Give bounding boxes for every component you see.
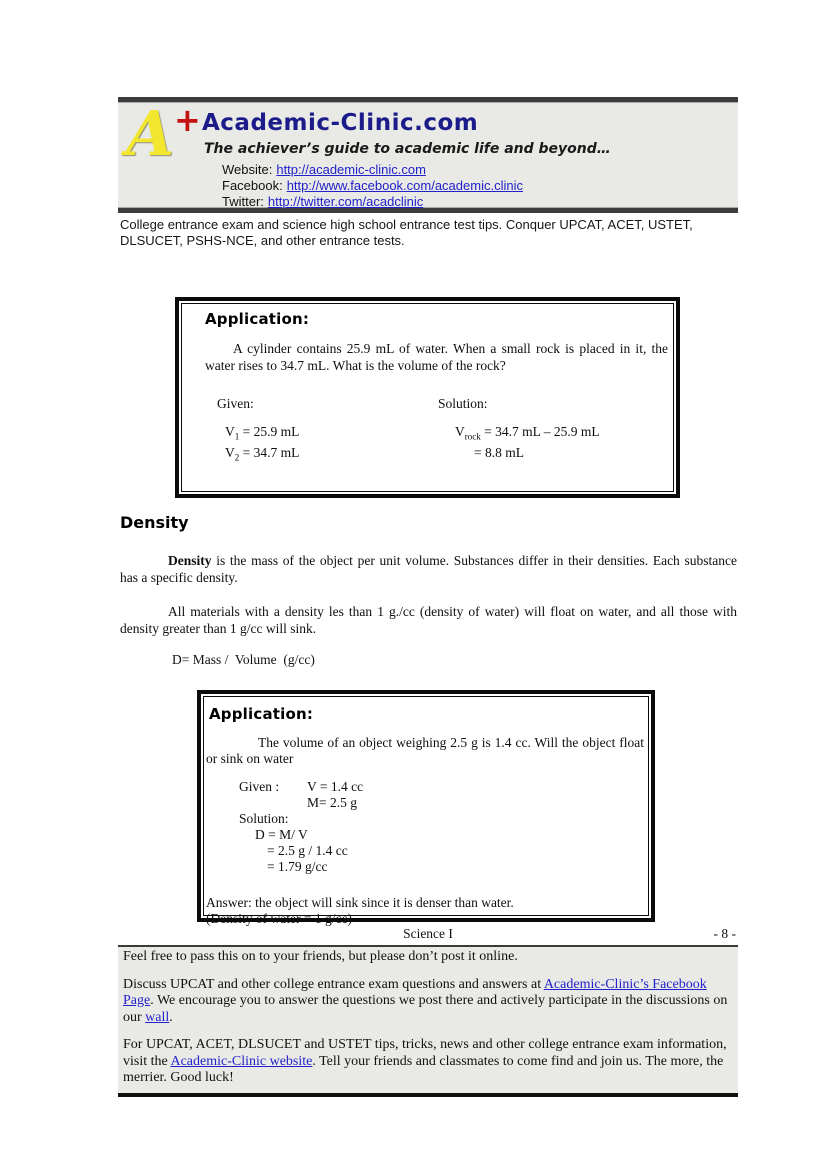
facebook-page-link[interactable]: Academic-Clinic’s Facebook Page <box>123 976 707 1008</box>
solution-column <box>438 396 600 465</box>
notice-footer <box>118 945 738 1097</box>
notice-paragraph-3 <box>123 1037 733 1087</box>
twitter-row <box>222 194 523 210</box>
notice-p3-before: For UPCAT, ACET, DLSUCET and USTET tips, tricks, news and other college entrance exam information, visit the <box>123 1037 727 1069</box>
aplus-logo-icon: A <box>126 97 175 170</box>
solution-values <box>438 424 600 461</box>
density-bold-lead: Density <box>168 553 212 568</box>
application-2-heading: Application: <box>209 705 314 723</box>
v2-value: = 34.7 mL <box>239 444 300 460</box>
site-tagline: The achiever’s guide to academic life and beyond… <box>204 141 611 157</box>
notice-p2-middle: . We encourage you to answer the questions we post there and actively participate in the discussions on our <box>123 993 728 1025</box>
page-footer-line <box>118 926 738 942</box>
v1-symbol: V <box>225 424 235 439</box>
wall-link[interactable]: wall <box>145 1009 170 1025</box>
given-row <box>239 779 648 795</box>
v1-subscript: 1 <box>234 431 240 442</box>
website-row <box>222 162 523 178</box>
notice-p2-before: Discuss UPCAT and other college entrance exam questions and answers at <box>123 976 544 992</box>
notice-paragraph-2 <box>123 977 733 1027</box>
application-2-work <box>204 779 648 875</box>
vrock-subscript: rock <box>464 431 481 442</box>
application-1-work <box>182 396 673 465</box>
solution-line-1: D = M/ V <box>255 827 308 842</box>
application-box-2 <box>197 690 655 926</box>
plus-icon: + <box>174 101 201 139</box>
subject-label: Science I <box>403 926 453 941</box>
solution-label: Solution: <box>438 396 488 411</box>
academic-clinic-website-link[interactable]: Academic-Clinic website <box>170 1053 313 1069</box>
site-title: Academic-Clinic.com <box>202 110 479 136</box>
notice-p2-after: . <box>169 1009 173 1025</box>
notice-p3-after: . Tell your friends and classmates to come find and join us. The more, the merrier. Good luck! <box>123 1053 724 1085</box>
v2-subscript: 2 <box>234 452 240 463</box>
given-column <box>182 396 438 465</box>
given-row-2 <box>239 795 648 811</box>
vrock-symbol: V <box>455 424 465 439</box>
v1-value: = 25.9 mL <box>239 424 300 439</box>
header-links <box>222 162 523 210</box>
site-header <box>118 97 738 213</box>
density-formula: D= Mass / Volume (g/cc) <box>172 652 315 667</box>
application-box-1 <box>175 297 680 498</box>
solution-line-2: = 2.5 g / 1.4 cc <box>267 843 348 858</box>
facebook-link[interactable]: http://www.facebook.com/academic.clinic <box>286 178 523 193</box>
twitter-label: Twitter: <box>222 194 264 209</box>
solution-line-3: = 1.79 g/cc <box>267 859 328 874</box>
application-2-problem: The volume of an object weighing 2.5 g is 1.4 cc. Will the object float or sink on water <box>206 735 644 766</box>
page-number: - 8 - <box>713 926 736 941</box>
given-v2 <box>225 445 438 466</box>
answer-text: Answer: the object will sink since it is denser than water. <box>206 895 514 910</box>
application-box-1-inner <box>181 303 674 492</box>
given-v1 <box>225 424 438 445</box>
website-link[interactable]: http://academic-clinic.com <box>276 162 426 177</box>
intro-text: College entrance exam and science high school entrance test tips. Conquer UPCAT, ACET, USTET, DLSUCET, PSHS-NCE, and other entrance tests. <box>120 217 693 248</box>
solution-line-2: = 8.8 mL <box>474 444 524 460</box>
v2-symbol: V <box>225 444 235 460</box>
header-body <box>118 97 738 209</box>
twitter-link[interactable]: http://twitter.com/acadclinic <box>267 194 424 209</box>
website-label: Website: <box>222 162 273 177</box>
density-paragraph-1-rest: is the mass of the object per unit volume. Substances differ in their densities. Each substance has a specific density. <box>120 553 737 585</box>
given-mass: M= 2.5 g <box>307 795 357 810</box>
vrock-value: = 34.7 mL – 25.9 mL <box>480 424 600 439</box>
density-paragraph-2: All materials with a density les than 1 g./cc (density of water) will float on water, and all those with density greater than 1 g/cc will sink. <box>120 604 737 636</box>
facebook-label: Facebook: <box>222 178 283 193</box>
density-paragraph-1 <box>120 552 737 586</box>
application-1-problem: A cylinder contains 25.9 mL of water. When a small rock is placed in it, the water rises to 34.7 mL. What is the volume of the rock? <box>205 341 668 373</box>
given-label: Given : <box>239 779 280 794</box>
given-values <box>225 424 438 465</box>
solution-line-1 <box>455 424 600 445</box>
application-box-2-inner <box>203 696 649 926</box>
notice-paragraph-1: Feel free to pass this on to your friends, but please don’t post it online. <box>123 949 518 964</box>
given-label: Given: <box>217 396 254 411</box>
density-note: (Density of water = 1 g/cc) <box>206 911 352 926</box>
given-volume: V = 1.4 cc <box>307 779 364 794</box>
application-1-heading: Application: <box>205 310 310 328</box>
facebook-row <box>222 178 523 194</box>
solution-label: Solution: <box>239 811 289 826</box>
density-heading: Density <box>120 513 189 532</box>
